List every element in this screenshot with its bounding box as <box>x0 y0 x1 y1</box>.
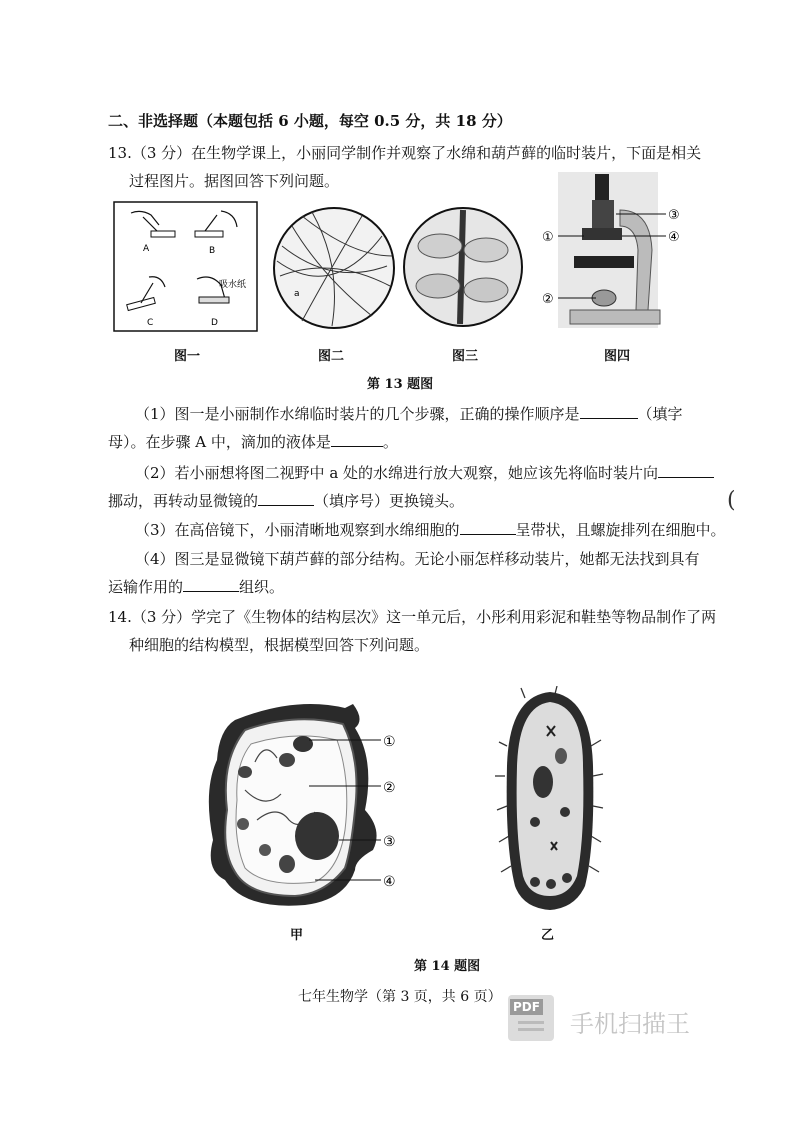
watermark-text: 手机扫描王 <box>570 1010 690 1038</box>
pdf-watermark-icon <box>508 995 554 1041</box>
figure-3-moss-view <box>402 206 524 328</box>
answer-blank-4[interactable] <box>258 491 314 506</box>
model-yi-caption: 乙 <box>541 928 555 943</box>
fig4-caption: 图四 <box>604 349 631 364</box>
q13-part2-text-c: （填序号）更换镜头。 <box>314 492 465 510</box>
q13-part4-text-c: 组织。 <box>239 578 285 596</box>
answer-blank-2[interactable] <box>331 432 383 447</box>
figure-2-spirogyra-view <box>272 206 396 330</box>
fig1-label-paper: 吸水纸 <box>219 280 247 290</box>
q13-part3-text-a: （3）在高倍镜下，小丽清晰地观察到水绵细胞的 <box>135 521 460 539</box>
q14-stem-line1: 14.（3 分）学完了《生物体的结构层次》这一单元后，小彤利用彩泥和鞋垫等物品制作了两 <box>108 608 717 626</box>
fig1-label-c: C <box>147 318 154 328</box>
answer-blank-6[interactable] <box>183 577 239 592</box>
fig4-label-3: ③ <box>668 208 680 223</box>
model-jia-caption: 甲 <box>290 928 304 943</box>
pdf-badge: PDF <box>510 999 543 1015</box>
answer-blank-3[interactable] <box>658 463 714 478</box>
q13-part1-text-b: （填字 <box>637 405 683 423</box>
q13-part4-line1: （4）图三是显微镜下葫芦藓的部分结构。无论小丽怎样移动装片，她都无法找到具有 <box>135 550 700 568</box>
section-title: 二、非选择题（本题包括 6 小题，每空 0.5 分，共 18 分） <box>108 112 512 130</box>
fig1-label-d: D <box>211 318 218 328</box>
fig2-caption: 图二 <box>318 349 345 364</box>
answer-blank-1[interactable] <box>580 404 638 419</box>
q13-part2-line2 <box>108 491 464 511</box>
model-label-1: ① <box>383 734 396 750</box>
fig3-caption: 图三 <box>452 349 479 364</box>
fig4-label-1: ① <box>542 230 554 245</box>
fig1-caption: 图一 <box>174 349 201 364</box>
q13-figure-title: 第 13 题图 <box>367 377 434 392</box>
q13-part1-text-a: （1）图一是小丽制作水绵临时装片的几个步骤，正确的操作顺序是 <box>135 405 580 423</box>
margin-mark: ( <box>727 488 736 513</box>
answer-blank-5[interactable] <box>460 520 516 535</box>
fig2-label-a: a <box>294 289 300 299</box>
q13-part2-text-b: 挪动，再转动显微镜的 <box>108 492 259 510</box>
model-label-3: ③ <box>383 834 396 850</box>
q13-stem-line2: 过程图片。据图回答下列问题。 <box>129 172 340 190</box>
figure-4-microscope <box>540 170 690 330</box>
q13-part1-text-d: 。 <box>382 433 398 451</box>
figure-1-steps <box>113 201 258 332</box>
q13-part2-text-a: （2）若小丽想将图二视野中 a 处的水绵进行放大观察，她应该先将临时装片向 <box>135 464 659 482</box>
page-footer: 七年生物学（第 3 页，共 6 页） <box>298 989 502 1005</box>
q14-figure-title: 第 14 题图 <box>414 959 481 974</box>
q13-part1-text-c: 母）。在步骤 A 中，滴加的液体是 <box>108 433 331 451</box>
q13-part3-text-b: 呈带状，且螺旋排列在细胞中。 <box>515 521 726 539</box>
model-jia-plant-cell <box>205 700 420 915</box>
model-yi-paramecium <box>495 686 605 916</box>
model-label-2: ② <box>383 780 396 796</box>
q13-part2-line1 <box>135 463 714 483</box>
fig4-label-4: ④ <box>668 230 680 245</box>
q13-stem-line1: 13.（3 分）在生物学课上，小丽同学制作并观察了水绵和葫芦藓的临时装片，下面是相关 <box>108 144 702 162</box>
q13-part3-line <box>135 520 726 540</box>
fig4-label-2: ② <box>542 292 554 307</box>
q13-part1-line2 <box>108 432 398 452</box>
q13-part1-line1 <box>135 404 683 424</box>
fig1-label-a: A <box>143 244 150 254</box>
fig1-label-b: B <box>209 246 216 256</box>
q14-stem-line2: 种细胞的结构模型，根据模型回答下列问题。 <box>129 636 430 654</box>
model-label-4: ④ <box>383 874 396 890</box>
q13-part4-text-b: 运输作用的 <box>108 578 184 596</box>
q13-part4-line2 <box>108 577 284 597</box>
